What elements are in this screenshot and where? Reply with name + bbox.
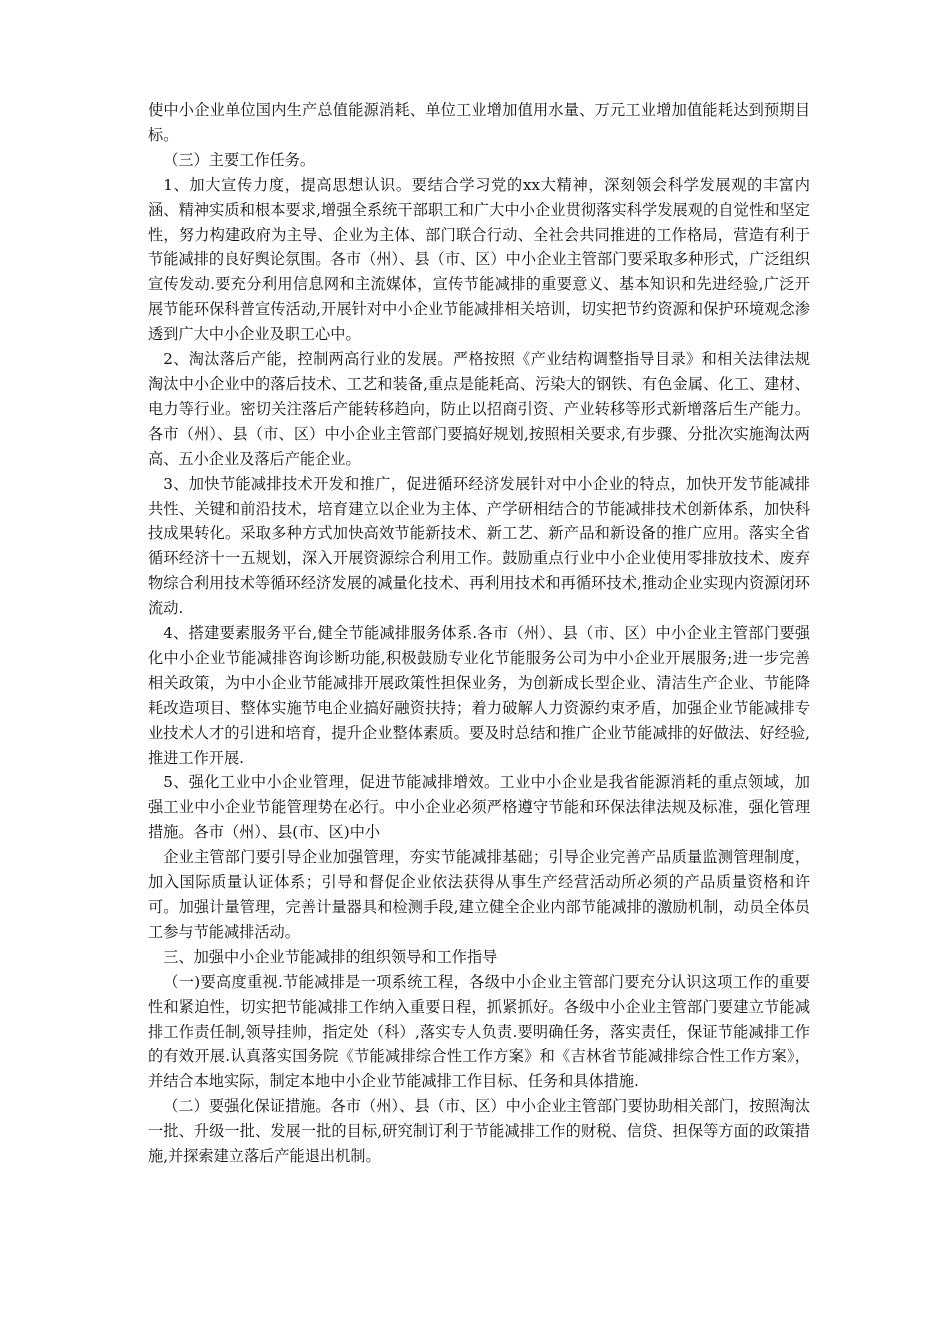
paragraph-task-2: 2、淘汰落后产能，控制两高行业的发展。严格按照《产业结构调整指导目录》和相关法律法规淘汰中小企业中的落后技术、工艺和装备,重点是能耗高、污染大的钢铁、有色金属、化工、建材、电力等行业。密切关注落后产能转移趋向，防止以招商引资、产业转移等形式新增落后生产能力。各市（州）、县（市、区）中小企业主管部门要搞好规划,按照相关要求,有步骤、分批次实施淘汰两高、五小企业及落后产能企业。 — [148, 350, 810, 468]
paragraph-continuation: 使中小企业单位国内生产总值能源消耗、单位工业增加值用水量、万元工业增加值能耗达到预期目标。 — [148, 101, 810, 144]
section-heading-main-tasks: （三）主要工作任务。 — [163, 150, 316, 169]
paragraph-task-4: 4、搭建要素服务平台,健全节能减排服务体系.各市（州）、县（市、区）中小企业主管部门要强化中小企业节能减排咨询诊断功能,积极鼓励专业化节能服务公司为中小企业开展服务;进一步完善相关政策，为中小企业节能减排开展政策性担保业务，为创新成长型企业、清洁生产企业、节能降耗改造项目、整体实施节电企业搞好融资扶持；着力破解人力资源约束矛盾，加强企业节能减排专业技术人才的引进和培育，提升企业整体素质。要及时总结和推广企业节能减排的好做法、好经验,推进工作开展. — [148, 624, 810, 767]
section-heading-part-three: 三、加强中小企业节能减排的组织领导和工作指导 — [163, 947, 498, 966]
paragraph-point-1: （一)要高度重视.节能减排是一项系统工程，各级中小企业主管部门要充分认识这项工作的重要性和紧迫性，切实把节能减排工作纳入重要日程，抓紧抓好。各级中小企业主管部门要建立节能减排工作责任制,领导挂帅，指定处（科）,落实专人负责.要明确任务，落实责任，保证节能减排工作的有效开展.认真落实国务院《节能减排综合性工作方案》和《吉林省节能减排综合性工作方案》，并结合本地实际，制定本地中小企业节能减排工作目标、任务和具体措施. — [148, 972, 810, 1091]
paragraph-task-5: 5、强化工业中小企业管理，促进节能减排增效。工业中小企业是我省能源消耗的重点领域，加强工业中小企业节能管理势在必行。中小企业必须严格遵守节能和环保法律法规及标准，强化管理措施。各市（州）、县(市、区)中小 — [148, 773, 810, 842]
paragraph-task-5-continued: 企业主管部门要引导企业加强管理，夯实节能减排基础；引导企业完善产品质量监测管理制度，加入国际质量认证体系；引导和督促企业依法获得从事生产经营活动所必须的产品质量资格和许可。加强计量管理，完善计量器具和检测手段,建立健全企业内部节能减排的激励机制，动员全体员工参与节能减排活动。 — [148, 848, 810, 941]
paragraph-point-2: （二）要强化保证措施。各市（州）、县（市、区）中小企业主管部门要协助相关部门，按照淘汰一批、升级一批、发展一批的目标,研究制订利于节能减排工作的财税、信贷、担保等方面的政策措施,并探索建立落后产能退出机制。 — [148, 1097, 810, 1166]
paragraph-task-3: 3、加快节能减排技术开发和推广，促进循环经济发展针对中小企业的特点，加快开发节能减排共性、关键和前沿技术，培育建立以企业为主体、产学研相结合的节能减排技术创新体系，加快科技成果转化。采取多种方式加快高效节能新技术、新工艺、新产品和新设备的推广应用。落实全省循环经济十一五规划，深入开展资源综合利用工作。鼓励重点行业中小企业使用零排放技术、废弃物综合利用技术等循环经济发展的减量化技术、再利用技术和再循环技术,推动企业实现内资源闭环流动. — [148, 474, 810, 618]
document-body — [148, 98, 810, 1169]
paragraph-task-1: 1、加大宣传力度，提高思想认识。要结合学习党的xx大精神，深刻领会科学发展观的丰富内涵、精神实质和根本要求,增强全系统干部职工和广大中小企业贯彻落实科学发展观的自觉性和坚定性，努力构建政府为主导、企业为主体、部门联合行动、全社会共同推进的工作格局，营造有利于节能减排的良好舆论氛围。各市（州）、县（市、区）中小企业主管部门要采取多种形式，广泛组织宣传发动.要充分利用信息网和主流媒体，宣传节能减排的重要意义、基本知识和先进经验,广泛开展节能环保科普宣传活动,开展针对中小企业节能减排相关培训，切实把节约资源和保护环境观念渗透到广大中小企业及职工心中。 — [148, 175, 810, 344]
